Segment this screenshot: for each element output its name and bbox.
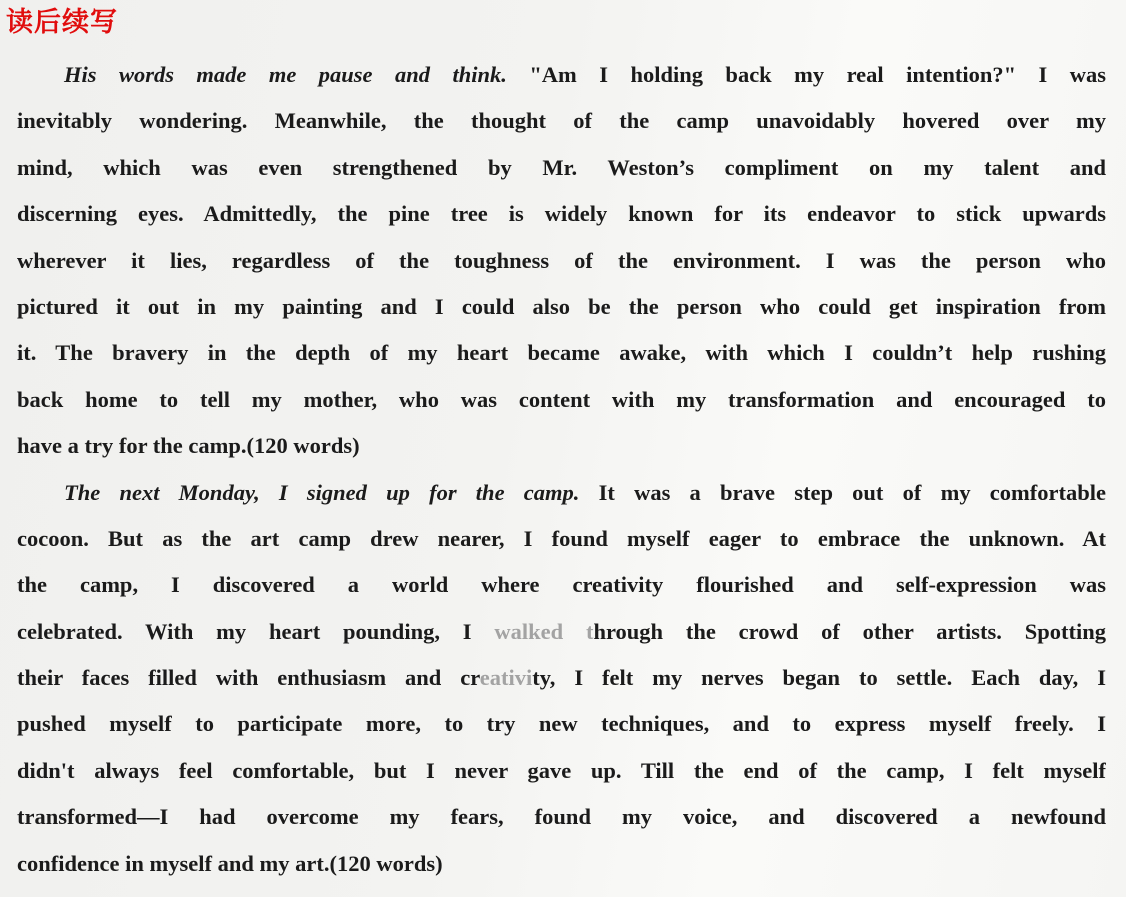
text-line	[17, 609, 1106, 655]
text-segment: didn't always feel comfortable, but I never gave up. Till the end of the camp, I felt myself	[17, 757, 1106, 783]
text-line	[17, 423, 1106, 469]
text-line	[17, 470, 1106, 516]
text-segment: celebrated. With my heart pounding, I	[17, 618, 495, 644]
text-line	[17, 145, 1106, 191]
text-segment: it. The bravery in the depth of my heart became awake, with which I couldn’t help rushing	[17, 340, 1106, 366]
section-title: 读后续写	[6, 7, 118, 37]
text-line	[17, 701, 1106, 747]
text-segment-faded: eativi	[479, 665, 533, 691]
text-line	[17, 238, 1106, 284]
text-segment: It was a brave step out of my comfortable	[598, 479, 1106, 505]
text-line	[17, 748, 1106, 794]
paragraph	[17, 52, 1106, 470]
document-body	[0, 40, 1126, 887]
text-line	[17, 841, 1106, 887]
text-segment: discerning eyes. Admittedly, the pine tree is widely known for its endeavor to stick upwards	[17, 201, 1106, 227]
text-segment: inevitably wondering. Meanwhile, the thought of the camp unavoidably hovered over my	[17, 108, 1106, 134]
text-segment: have a try for the camp.(120 words)	[17, 433, 360, 459]
text-segment: back home to tell my mother, who was content with my transformation and encouraged to	[17, 386, 1106, 412]
text-segment: confidence in myself and my art.(120 words)	[17, 850, 443, 876]
text-segment: cocoon. But as the art camp drew nearer, I found myself eager to embrace the unknown. At	[17, 525, 1106, 551]
text-segment: wherever it lies, regardless of the toughness of the environment. I was the person who	[17, 247, 1106, 273]
text-line	[17, 655, 1106, 701]
text-segment: ty, I felt my nerves began to settle. Each day, I	[532, 665, 1106, 691]
text-segment-italic: The next Monday, I signed up for the camp.	[64, 479, 599, 505]
text-line	[17, 52, 1106, 98]
text-segment: mind, which was even strengthened by Mr. Weston’s compliment on my talent and	[17, 154, 1106, 180]
text-segment: pictured it out in my painting and I could also be the person who could get inspiration from	[17, 293, 1106, 319]
text-line	[17, 191, 1106, 237]
text-segment-faded: walked t	[494, 618, 594, 644]
text-line	[17, 284, 1106, 330]
text-line	[17, 562, 1106, 608]
text-line	[17, 377, 1106, 423]
text-segment-italic: His words made me pause and think.	[64, 62, 530, 87]
text-segment: the camp, I discovered a world where creativity flourished and self-expression was	[17, 572, 1106, 598]
text-segment: "Am I holding back my real intention?" I was	[529, 62, 1106, 87]
paragraph	[17, 470, 1106, 888]
text-line	[17, 98, 1106, 144]
text-segment: hrough the crowd of other artists. Spotting	[593, 618, 1106, 644]
text-line	[17, 794, 1106, 840]
text-segment: transformed—I had overcome my fears, found my voice, and discovered a newfound	[17, 804, 1106, 830]
text-line	[17, 330, 1106, 376]
text-segment: pushed myself to participate more, to try new techniques, and to express myself freely. I	[17, 711, 1106, 737]
text-line	[17, 516, 1106, 562]
text-segment: their faces filled with enthusiasm and cr	[17, 665, 480, 691]
page	[0, 4, 1126, 897]
